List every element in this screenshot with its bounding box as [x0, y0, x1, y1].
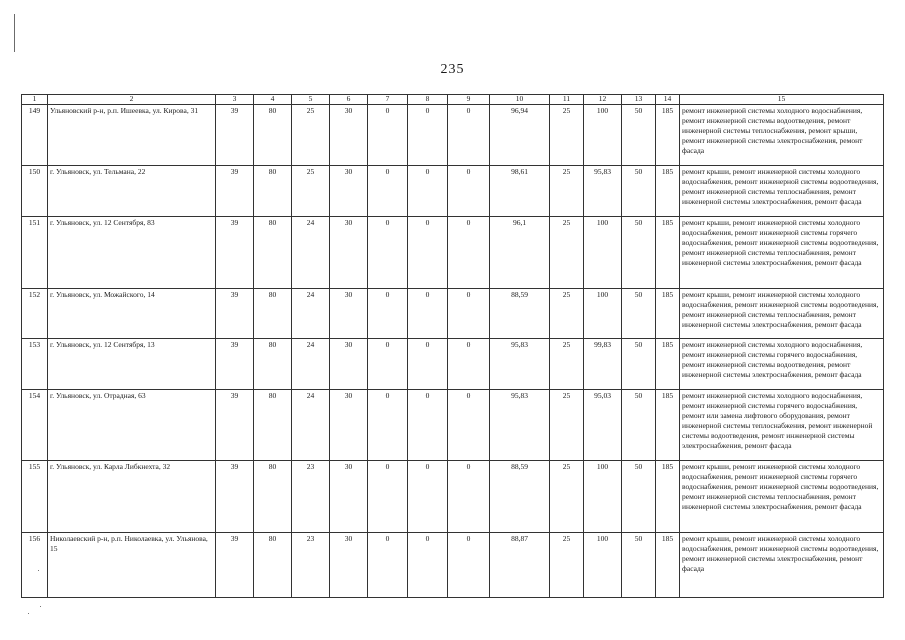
- cell-col11: 25: [550, 105, 584, 166]
- row-address: г. Ульяновск, ул. 12 Сентября, 13: [48, 339, 216, 390]
- cell-col8: 0: [408, 105, 448, 166]
- table-row: [22, 217, 884, 289]
- cell-col8: 0: [408, 390, 448, 461]
- cell-col10: 88,87: [490, 533, 550, 598]
- cell-col5: 23: [292, 461, 330, 533]
- cell-col4: 80: [254, 533, 292, 598]
- cell-col6: 30: [330, 390, 368, 461]
- row-address: г. Ульяновск, ул. 12 Сентября, 83: [48, 217, 216, 289]
- table-row: [22, 289, 884, 339]
- cell-col6: 30: [330, 105, 368, 166]
- cell-col11: 25: [550, 166, 584, 217]
- cell-col11: 25: [550, 217, 584, 289]
- cell-col3: 39: [216, 166, 254, 217]
- cell-col13: 50: [622, 461, 656, 533]
- cell-col9: 0: [448, 217, 490, 289]
- col-header: 13: [622, 95, 656, 105]
- cell-col10: 96,1: [490, 217, 550, 289]
- cell-col6: 30: [330, 289, 368, 339]
- cell-col10: 95,83: [490, 390, 550, 461]
- col-header: 10: [490, 95, 550, 105]
- cell-col12: 100: [584, 461, 622, 533]
- row-works-list: ремонт крыши, ремонт инженерной системы холодного водоснабжения, ремонт инженерной системы водоотведения, ремонт инженерной системы теплоснабжения, ремонт инженерной системы электроснабжения, ремонт фасада: [680, 289, 884, 339]
- cell-col14: 185: [656, 289, 680, 339]
- row-works-list: ремонт крыши, ремонт инженерной системы холодного водоснабжения, ремонт инженерной системы горячего водоснабжения, ремонт инженерной системы водоотведения, ремонт инженерной системы теплоснабжения, ремонт инженерной системы электроснабжения, ремонт фасада: [680, 461, 884, 533]
- row-number: 151: [22, 217, 48, 289]
- cell-col13: 50: [622, 289, 656, 339]
- cell-col3: 39: [216, 461, 254, 533]
- cell-col13: 50: [622, 533, 656, 598]
- cell-col7: 0: [368, 461, 408, 533]
- cell-col14: 185: [656, 339, 680, 390]
- cell-col6: 30: [330, 533, 368, 598]
- cell-col12: 100: [584, 533, 622, 598]
- cell-col9: 0: [448, 390, 490, 461]
- row-number: 149: [22, 105, 48, 166]
- col-header: 1: [22, 95, 48, 105]
- cell-col14: 185: [656, 461, 680, 533]
- cell-col7: 0: [368, 166, 408, 217]
- cell-col10: 88,59: [490, 289, 550, 339]
- cell-col12: 95,83: [584, 166, 622, 217]
- col-header: 5: [292, 95, 330, 105]
- cell-col4: 80: [254, 461, 292, 533]
- cell-col4: 80: [254, 339, 292, 390]
- row-number: 150: [22, 166, 48, 217]
- cell-col10: 98,61: [490, 166, 550, 217]
- page-number: 235: [440, 62, 465, 77]
- row-number: 156: [22, 533, 48, 598]
- cell-col3: 39: [216, 339, 254, 390]
- cell-col7: 0: [368, 289, 408, 339]
- cell-col8: 0: [408, 166, 448, 217]
- row-works-list: ремонт крыши, ремонт инженерной системы холодного водоснабжения, ремонт инженерной системы водоотведения, ремонт инженерной системы электроснабжения, ремонт фасада: [680, 533, 884, 598]
- cell-col11: 25: [550, 289, 584, 339]
- col-header: 6: [330, 95, 368, 105]
- table-row: [22, 105, 884, 166]
- cell-col4: 80: [254, 105, 292, 166]
- cell-col7: 0: [368, 339, 408, 390]
- scan-speck: [28, 613, 29, 614]
- col-header: 2: [48, 95, 216, 105]
- cell-col4: 80: [254, 390, 292, 461]
- cell-col14: 185: [656, 390, 680, 461]
- cell-col9: 0: [448, 289, 490, 339]
- cell-col13: 50: [622, 390, 656, 461]
- cell-col3: 39: [216, 533, 254, 598]
- col-header: 11: [550, 95, 584, 105]
- cell-col10: 88,59: [490, 461, 550, 533]
- cell-col11: 25: [550, 390, 584, 461]
- cell-col12: 100: [584, 289, 622, 339]
- cell-col14: 185: [656, 166, 680, 217]
- cell-col12: 100: [584, 105, 622, 166]
- cell-col8: 0: [408, 461, 448, 533]
- row-works-list: ремонт крыши, ремонт инженерной системы холодного водоснабжения, ремонт инженерной системы водоотведения, ремонт инженерной системы теплоснабжения, ремонт инженерной системы электроснабжения, ремонт фасада: [680, 166, 884, 217]
- row-address: Ульяновский р-н, р.п. Ишеевка, ул. Кирова, 31: [48, 105, 216, 166]
- cell-col13: 50: [622, 166, 656, 217]
- row-number: 153: [22, 339, 48, 390]
- row-number: 155: [22, 461, 48, 533]
- row-address: г. Ульяновск, ул. Можайского, 14: [48, 289, 216, 339]
- cell-col3: 39: [216, 105, 254, 166]
- cell-col11: 25: [550, 533, 584, 598]
- cell-col9: 0: [448, 105, 490, 166]
- table-row: [22, 533, 884, 598]
- cell-col13: 50: [622, 105, 656, 166]
- cell-col5: 24: [292, 390, 330, 461]
- scan-speck: [38, 570, 39, 571]
- cell-col5: 24: [292, 217, 330, 289]
- cell-col10: 95,83: [490, 339, 550, 390]
- cell-col5: 25: [292, 105, 330, 166]
- cell-col3: 39: [216, 289, 254, 339]
- col-header: 12: [584, 95, 622, 105]
- table-row: [22, 166, 884, 217]
- col-header: 7: [368, 95, 408, 105]
- row-address: г. Ульяновск, ул. Карла Либкнехта, 32: [48, 461, 216, 533]
- row-address: г. Ульяновск, ул. Тельмана, 22: [48, 166, 216, 217]
- cell-col6: 30: [330, 166, 368, 217]
- cell-col9: 0: [448, 166, 490, 217]
- cell-col4: 80: [254, 217, 292, 289]
- cell-col8: 0: [408, 339, 448, 390]
- cell-col5: 23: [292, 533, 330, 598]
- cell-col6: 30: [330, 217, 368, 289]
- col-header: 15: [680, 95, 884, 105]
- cell-col12: 95,03: [584, 390, 622, 461]
- cell-col13: 50: [622, 339, 656, 390]
- row-works-list: ремонт крыши, ремонт инженерной системы холодного водоснабжения, ремонт инженерной системы горячего водоснабжения, ремонт инженерной системы водоотведения, ремонт инженерной системы теплоснабжения, ремонт инженерной системы электроснабжения, ремонт фасада: [680, 217, 884, 289]
- col-header: 3: [216, 95, 254, 105]
- binding-margin-line: [14, 14, 15, 52]
- cell-col10: 96,94: [490, 105, 550, 166]
- cell-col8: 0: [408, 217, 448, 289]
- cell-col14: 185: [656, 217, 680, 289]
- cell-col4: 80: [254, 166, 292, 217]
- table-row: [22, 461, 884, 533]
- cell-col8: 0: [408, 533, 448, 598]
- col-header: 4: [254, 95, 292, 105]
- cell-col7: 0: [368, 105, 408, 166]
- cell-col6: 30: [330, 461, 368, 533]
- cell-col7: 0: [368, 390, 408, 461]
- table-row: [22, 390, 884, 461]
- column-number-header-row: [22, 95, 884, 105]
- row-number: 152: [22, 289, 48, 339]
- scan-speck: [40, 606, 41, 607]
- row-works-list: ремонт инженерной системы холодного водоснабжения, ремонт инженерной системы горячего водоснабжения, ремонт инженерной системы водоотведения, ремонт инженерной системы электроснабжения, ремонт фасада: [680, 339, 884, 390]
- col-header: 8: [408, 95, 448, 105]
- cell-col9: 0: [448, 461, 490, 533]
- cell-col5: 24: [292, 289, 330, 339]
- table-row: [22, 339, 884, 390]
- col-header: 14: [656, 95, 680, 105]
- cell-col7: 0: [368, 217, 408, 289]
- cell-col4: 80: [254, 289, 292, 339]
- cell-col14: 185: [656, 105, 680, 166]
- cell-col12: 99,83: [584, 339, 622, 390]
- cell-col13: 50: [622, 217, 656, 289]
- repair-register-table: [21, 94, 884, 598]
- cell-col6: 30: [330, 339, 368, 390]
- cell-col5: 24: [292, 339, 330, 390]
- cell-col7: 0: [368, 533, 408, 598]
- cell-col8: 0: [408, 289, 448, 339]
- cell-col11: 25: [550, 461, 584, 533]
- row-works-list: ремонт инженерной системы холодного водоснабжения, ремонт инженерной системы водоотведения, ремонт инженерной системы теплоснабжения, ремонт крыши, ремонт инженерной системы электроснабжения, ремонт фасада: [680, 105, 884, 166]
- cell-col5: 25: [292, 166, 330, 217]
- cell-col11: 25: [550, 339, 584, 390]
- col-header: 9: [448, 95, 490, 105]
- row-address: г. Ульяновск, ул. Отрадная, 63: [48, 390, 216, 461]
- row-works-list: ремонт инженерной системы холодного водоснабжения, ремонт инженерной системы горячего водоснабжения, ремонт или замена лифтового оборудования, ремонт инженерной системы теплоснабжения, ремонт инженерной системы водоотведения, ремонт инженерной системы электроснабжения, ремонт фасада: [680, 390, 884, 461]
- cell-col14: 185: [656, 533, 680, 598]
- row-address: Николаевский р-н, р.п. Николаевка, ул. Ульянова, 15: [48, 533, 216, 598]
- cell-col9: 0: [448, 339, 490, 390]
- cell-col3: 39: [216, 217, 254, 289]
- cell-col3: 39: [216, 390, 254, 461]
- cell-col12: 100: [584, 217, 622, 289]
- cell-col9: 0: [448, 533, 490, 598]
- row-number: 154: [22, 390, 48, 461]
